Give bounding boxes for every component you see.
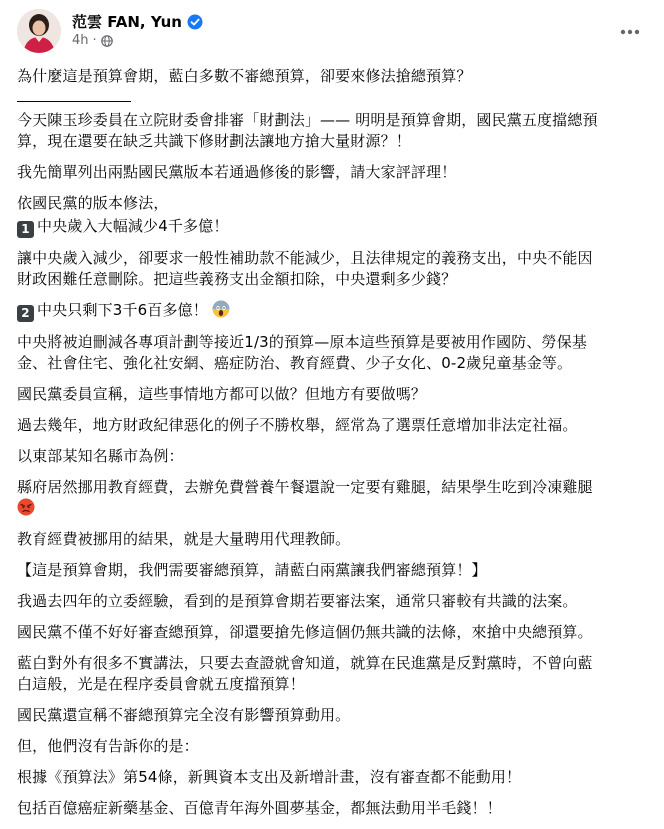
post-paragraph: 過去幾年，地方財政紀律惡化的例子不勝枚舉，經常為了選票任意增加非法定社福。 <box>17 416 578 434</box>
post-time[interactable]: 4h <box>72 33 89 48</box>
post-meta <box>72 33 113 48</box>
post-paragraph: 教育經費被挪用的結果，就是大量聘用代理教師。 <box>17 530 351 548</box>
verified-badge-icon <box>187 14 203 30</box>
post-header <box>0 0 664 62</box>
post-paragraph: 依國民黨的版本修法， <box>17 194 169 212</box>
more-horizontal-icon <box>620 29 640 35</box>
post-paragraph: 包括百億癌症新藥基金、百億青年海外圓夢基金，都無法動用半毛錢！！ <box>17 799 502 817</box>
post-paragraph: 我先簡單列出兩點國民黨版本若通過修後的影響，請大家評評理！ <box>17 163 457 181</box>
globe-icon[interactable] <box>101 35 113 47</box>
post-paragraph: 為什麼這是預算會期，藍白多數不審總預算，卻要來修法搶總預算？ <box>17 67 472 85</box>
post-paragraph: 【這是預算會期，我們需要審總預算，請藍白兩黨讓我們審總預算！】 <box>17 561 487 579</box>
profile-avatar[interactable] <box>17 9 61 53</box>
author-name[interactable]: 范雲 FAN, Yun <box>72 13 182 31</box>
post-paragraph: 藍白對外有很多不實講法，只要去查證就會知道，就算在民進黨是反對黨時，不曾向藍 白這般，光是在程序委員會就五度擋預算！ <box>17 654 593 693</box>
keycap-number-icon: 2 <box>17 305 34 322</box>
post-paragraph: 縣府居然挪用教育經費，去辦免費營養午餐還說一定要有雞腿，結果學生吃到冷凍雞腿 <box>17 477 647 519</box>
post-paragraph: 國民黨還宣稱不審總預算完全沒有影響預算動用。 <box>17 706 351 724</box>
post-paragraph: 我過去四年的立委經驗，看到的是預算會期若要審法案，通常只審較有共識的法案。 <box>17 592 578 610</box>
post-body <box>17 66 647 829</box>
meta-separator: · <box>92 33 97 48</box>
more-options-button[interactable] <box>612 14 648 50</box>
text-divider <box>17 89 131 102</box>
avatar-image <box>17 9 61 53</box>
post-paragraph: 國民黨委員宣稱，這些事情地方都可以做？但地方有要做嗎？ <box>17 385 427 403</box>
post-paragraph: 中央將被迫刪減各專項計劃等接近1/3的預算—原本這些預算是要被用作國防、勞保基 金、社會住宅、強化社安網、癌症防治、教育經費、少子女化、0-2歲兒童基金等。 <box>17 333 587 372</box>
post-paragraph: 讓中央歲入減少，卻要求一般性補助款不能減少，且法律規定的義務支出，中央不能因 財政困難任意刪除。把這些義務支出金額扣除，中央還剩多少錢？ <box>17 249 593 288</box>
numbered-point: 2 中央只剩下3千6百多億！ <box>17 300 647 322</box>
post-paragraph: 今天陳玉珍委員在立院財委會排審「財劃法」—— 明明是預算會期，國民黨五度擋總預 算，現在還要在缺乏共識下修財劃法讓地方搶大量財源？！ <box>17 111 598 150</box>
angry-face-emoji-icon <box>17 498 35 516</box>
post-paragraph: 國民黨不僅不好好審查總預算，卻還要搶先修這個仍無共識的法條，來搶中央總預算。 <box>17 623 593 641</box>
post-paragraph: 以東部某知名縣市為例： <box>17 447 184 465</box>
keycap-number-icon: 1 <box>17 221 34 238</box>
post-paragraph: 根據《預算法》第54條，新興資本支出及新增計畫，沒有審查都不能動用！ <box>17 768 522 786</box>
post-paragraph: 但，他們沒有告訴你的是： <box>17 737 199 755</box>
numbered-point: 1 中央歲入大幅減少4千多億！ <box>17 216 647 238</box>
face-screaming-emoji-icon <box>212 300 230 318</box>
author-name-row <box>72 11 203 32</box>
